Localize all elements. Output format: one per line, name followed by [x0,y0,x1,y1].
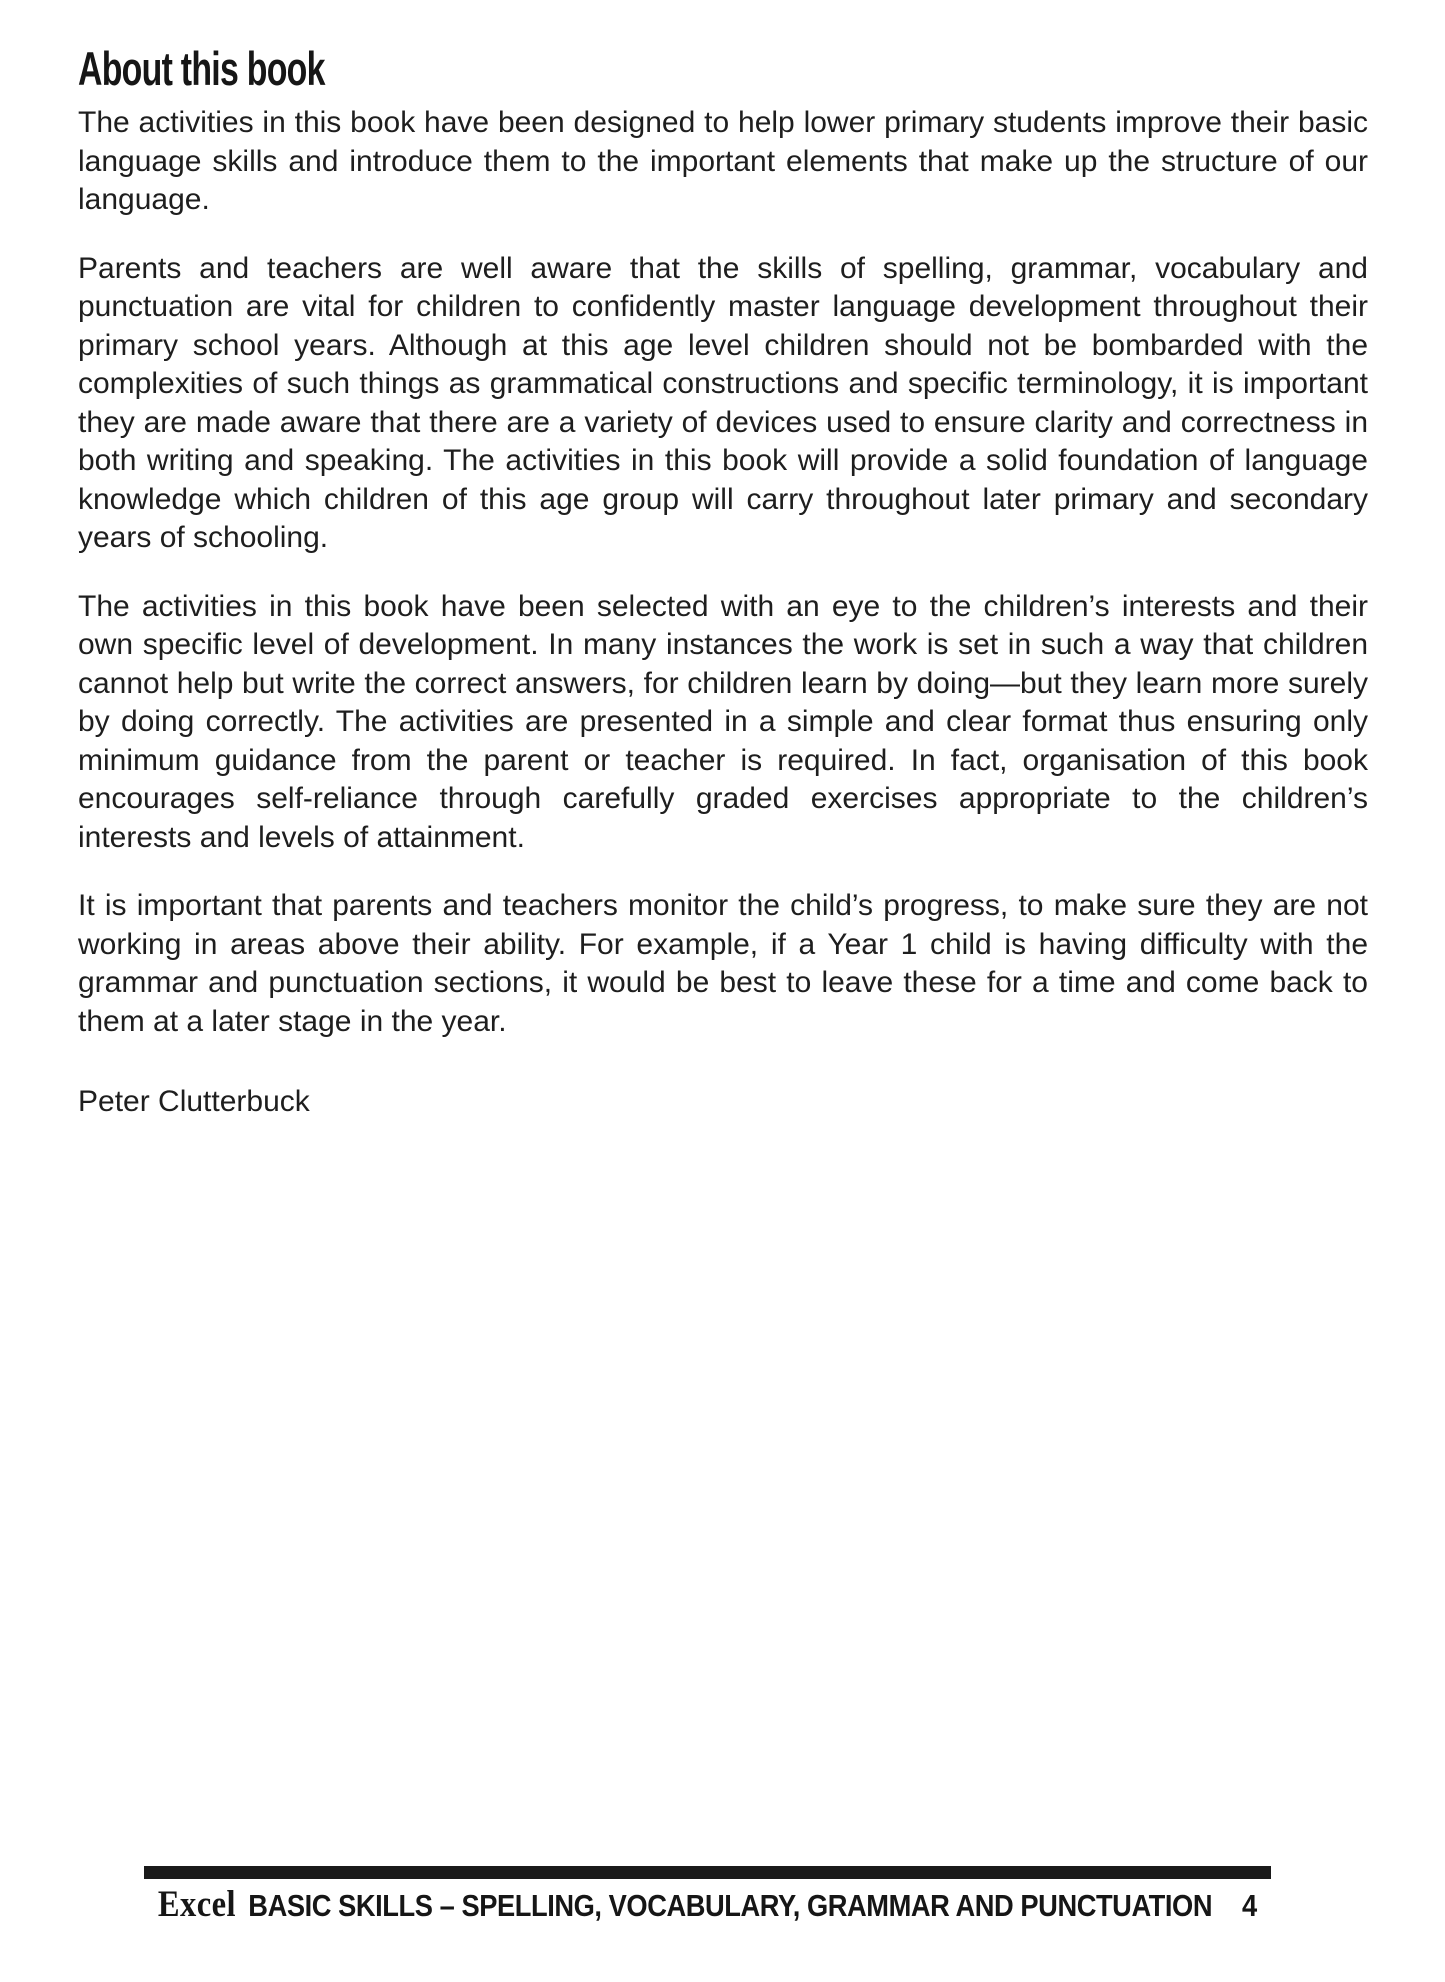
paragraph-monitoring: It is important that parents and teachers monitor the child’s progress, to make sure they are not working in areas above their ability. For example, if a Year 1 child is having difficulty with the grammar and punctuation sections, it would be best to leave these for a time and come back to them at a later stage in the year. [78,889,1368,1038]
page-footer [144,1866,1271,1926]
paragraph-skills: Parents and teachers are well aware that the skills of spelling, grammar, vocabulary and punctuation are vital for children to confidently master language development throughout their primary school years. Although at this age level children should not be bombarded with the complexities of such things as grammatical constructions and specific terminology, it is important they are made aware that there are a variety of devices used to ensure clarity and correctness in both writing and speaking. The activities in this book will provide a solid foundation of language knowledge which children of this age group will carry throughout later primary and secondary years of schooling. [78,251,1368,554]
paragraph-intro: The activities in this book have been designed to help lower primary students improve their basic language skills and introduce them to the important elements that make up the structure of our language. [78,106,1368,216]
footer-rule [144,1866,1271,1879]
page-title: About this book [78,42,325,95]
paragraph-selection: The activities in this book have been selected with an eye to the children’s interests and their own specific level of development. In many instances the work is set in such a way that children cannot help but write the correct answers, for children learn by doing—but they learn more surely by doing correctly. The activities are presented in a simple and clear format thus ensuring only minimum guidance from the parent or teacher is required. In fact, organisation of this book encourages self-reliance through carefully graded exercises appropriate to the children’s interests and levels of attainment. [78,589,1368,854]
footer-series-title: BASIC SKILLS – SPELLING, VOCABULARY, GRAMMAR AND PUNCTUATION [248,1888,1213,1923]
page-number: 4 [1242,1888,1258,1923]
author-name: Peter Clutterbuck [78,1085,310,1118]
brand-logo: Excel [157,1884,236,1925]
page-content [78,44,1368,1122]
footer-text [157,1883,1258,1926]
